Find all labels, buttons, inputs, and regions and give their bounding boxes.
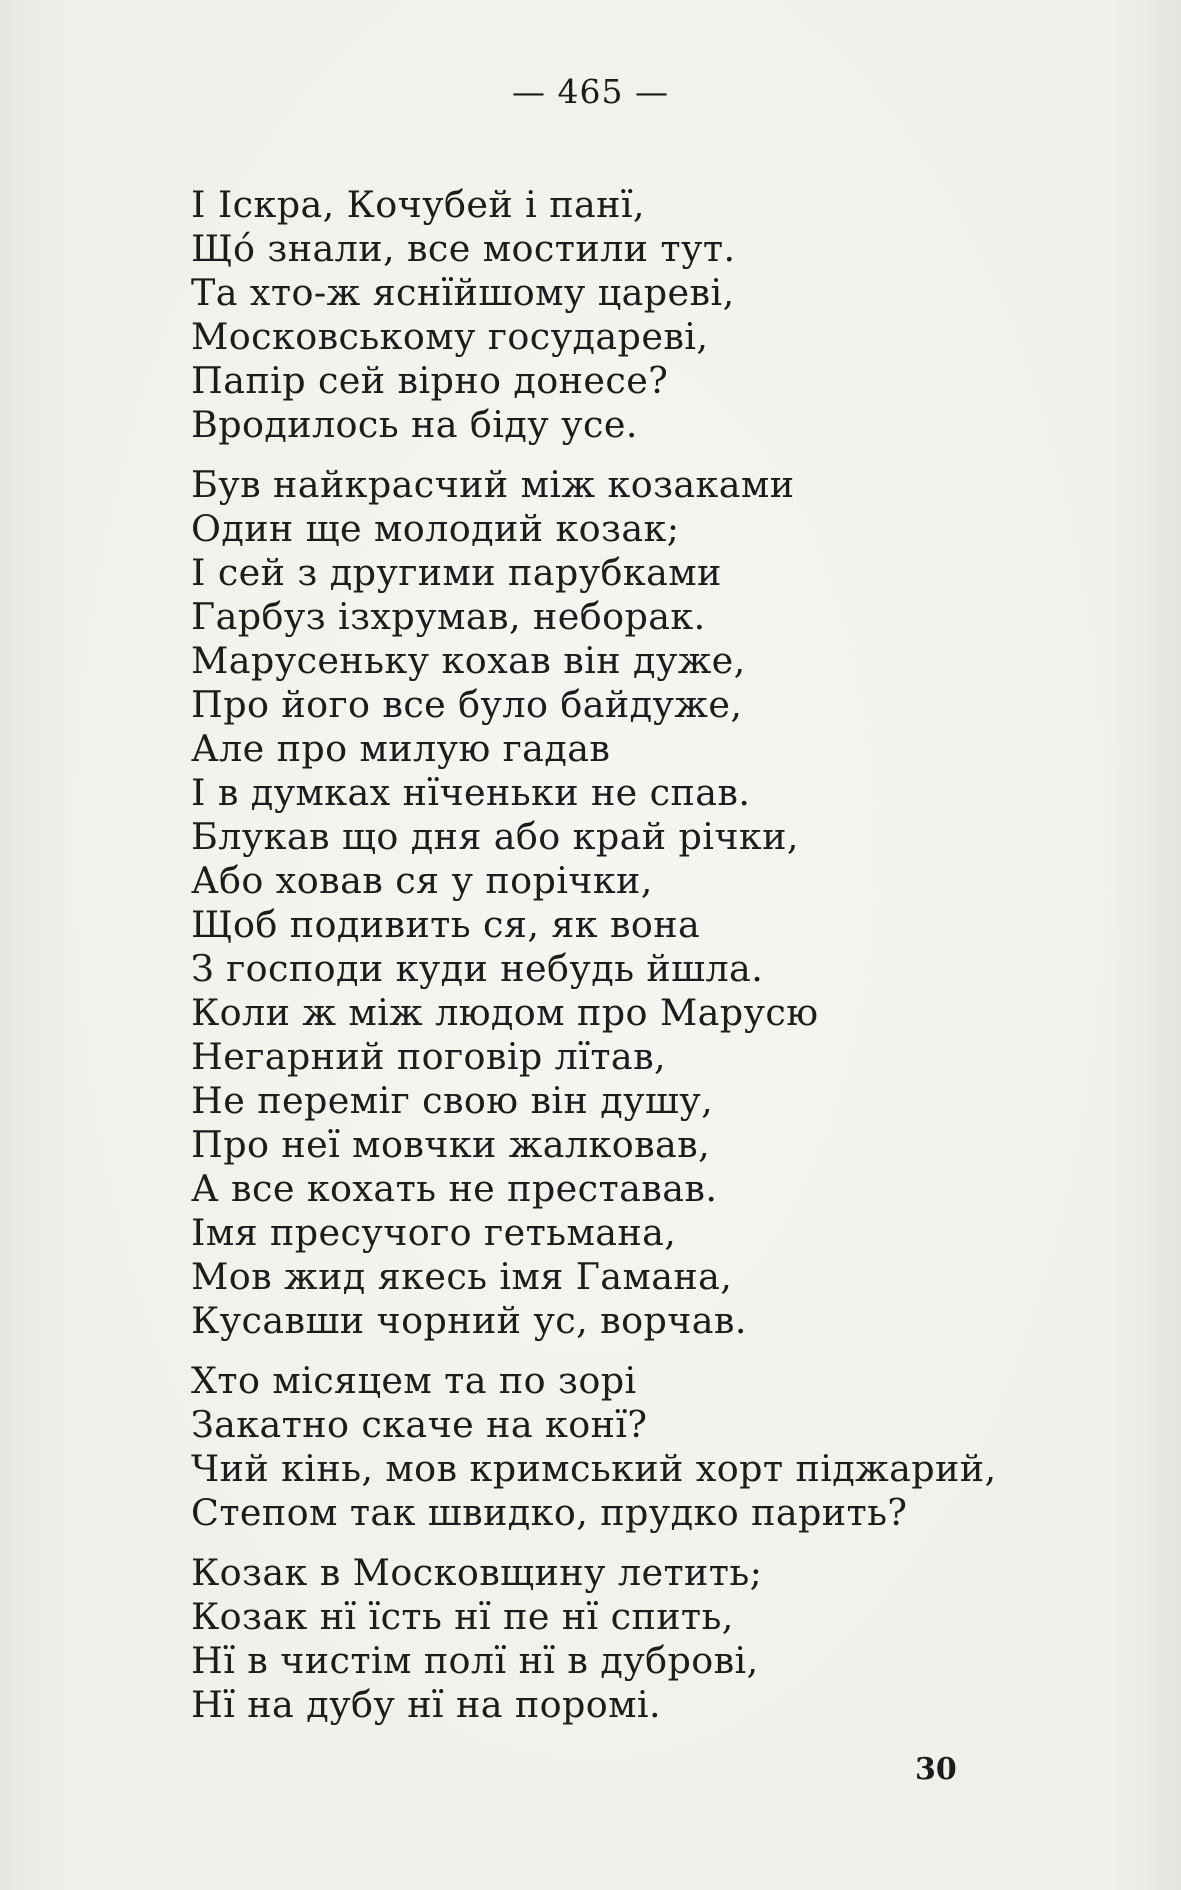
verse-line: Один ще молодий козак; xyxy=(191,507,680,550)
verse-line: А все кохать не преставав. xyxy=(191,1167,718,1210)
verse-line: Кусавши чорний ус, ворчав. xyxy=(191,1299,747,1342)
verse-line: Щоб подивить ся, як вона xyxy=(191,903,701,946)
verse-line: Козак в Московщину летить; xyxy=(191,1551,763,1594)
verse-line: Марусеньку кохав він дуже, xyxy=(191,639,746,682)
verse-line: Чий кінь, мов кримський хорт піджарий, xyxy=(191,1447,997,1490)
stanza xyxy=(191,183,1091,447)
verse-line: Блукав що дня або край річки, xyxy=(191,815,799,858)
verse-line: Нї на дубу нї на поромі. xyxy=(191,1683,662,1726)
verse-line: Козак нї їсть нї пе нї спить, xyxy=(191,1595,734,1638)
verse-line: Та хто-ж яснїйшому цареві, xyxy=(191,271,735,314)
verse-line: Закатно скаче на конї? xyxy=(191,1403,648,1446)
verse-line: Імя пресучого гетьмана, xyxy=(191,1211,677,1254)
verse-line: І Іскра, Кочубей і панї, xyxy=(191,183,645,226)
signature-mark: 30 xyxy=(915,1752,957,1787)
verse-line: Був найкрасчий між козаками xyxy=(191,463,795,506)
verse-line: І в думках нїченьки не спав. xyxy=(191,771,751,814)
verse-line: З господи куди небудь йшла. xyxy=(191,947,764,990)
stanza xyxy=(191,463,1091,1343)
verse-line: Нї в чистім полї нї в дуброві, xyxy=(191,1639,759,1682)
stanza xyxy=(191,1359,1091,1535)
verse-line: Мов жид якесь імя Гамана, xyxy=(191,1255,733,1298)
page-number: — 465 — xyxy=(512,72,669,111)
verse-line: Щó знали, все мостили тут. xyxy=(191,227,736,270)
verse-line: Негарний поговір лїтав, xyxy=(191,1035,667,1078)
stanza xyxy=(191,1551,1091,1727)
verse-line: Про неї мовчки жалковав, xyxy=(191,1123,711,1166)
verse-line: Степом так швидко, прудко парить? xyxy=(191,1491,908,1534)
verse-line: Хто місяцем та по зорі xyxy=(191,1359,637,1402)
verse-line: Папір сей вірно донесе? xyxy=(191,359,669,402)
verse-line: Не переміг свою він душу, xyxy=(191,1079,714,1122)
verse-line: І сей з другими парубками xyxy=(191,551,722,594)
verse-line: Гарбуз ізхрумав, неборак. xyxy=(191,595,706,638)
verse-line: Московському государеві, xyxy=(191,315,709,358)
verse-line: Про його все було байдуже, xyxy=(191,683,743,726)
verse-line: Але про милую гадав xyxy=(191,727,611,770)
verse-line: Або ховав ся у порічки, xyxy=(191,859,653,902)
verse-line: Коли ж між людом про Марусю xyxy=(191,991,819,1034)
verse-line: Вродилось на біду усе. xyxy=(191,403,638,446)
poem-text xyxy=(191,183,1091,1743)
